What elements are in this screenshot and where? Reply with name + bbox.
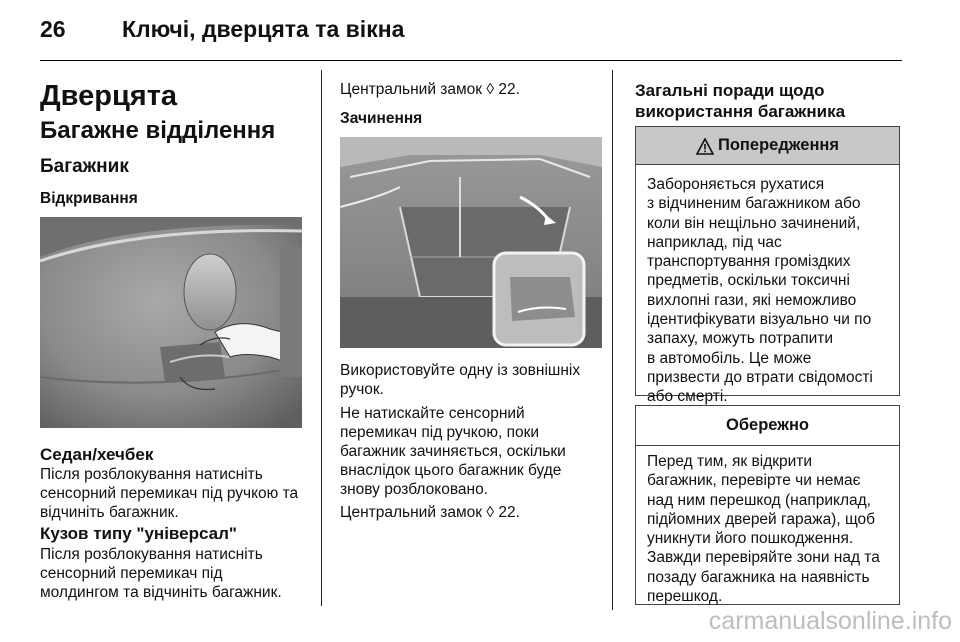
central-lock-ref-1: Центральний замок ◊ 22. <box>340 81 520 98</box>
sedan-line-1: Після розблокування натисніть <box>40 466 263 483</box>
header-rule <box>40 60 902 61</box>
warning-line-9: запаху, можуть потрапити <box>647 330 833 348</box>
warning-line-3: коли він нещільно зачинений, <box>647 214 861 232</box>
warning-line-5: транспортування громіздких <box>647 253 851 271</box>
heading-general-tips-line-1: Загальні поради щодо <box>635 81 825 100</box>
watermark: carmanualsonline.info <box>708 607 952 635</box>
caution-line-3: над ним перешкод (наприклад, <box>647 491 871 509</box>
p2-line-5: знову розблоковано. <box>340 481 488 498</box>
wagon-line-2: сенсорний перемикач під <box>40 565 223 582</box>
caution-line-1: Перед тим, як відкрити <box>647 453 813 470</box>
sedan-line-3: відчиніть багажник. <box>40 504 179 521</box>
warning-line-12: або смерті. <box>647 388 728 406</box>
warning-title: Попередження <box>717 136 840 154</box>
central-lock-ref-2: Центральний замок ◊ 22. <box>340 504 520 521</box>
warning-line-6: предметів, оскільки токсичні <box>647 272 850 290</box>
p2-line-2: перемикач під ручкою, поки <box>340 424 540 441</box>
heading-closing: Зачинення <box>340 110 423 127</box>
caution-body <box>647 452 891 606</box>
p1-line-1: Використовуйте одну із зовнішніх <box>340 362 581 379</box>
p2-line-1: Не натискайте сенсорний <box>340 405 525 422</box>
caution-line-4: підйомних дверей гаража), щоб <box>647 510 876 528</box>
warning-body <box>647 175 891 407</box>
warning-triangle-icon <box>696 138 714 155</box>
caution-line-7: позаду багажника на наявність <box>647 568 870 586</box>
caution-line-5: уникнути його пошкодження. <box>647 530 854 548</box>
caution-line-8: перешкод. <box>647 588 723 606</box>
caution-line-2: багажник, перевірте чи немає <box>647 472 861 490</box>
warning-box <box>635 126 900 406</box>
page-header <box>40 14 920 54</box>
figure-close-tailgate <box>340 137 602 348</box>
caution-header <box>636 406 899 446</box>
heading-wagon: Кузов типу "універсал" <box>40 524 237 543</box>
subsection-title-luggage: Багажне відділення <box>40 117 276 144</box>
subsection-title-tailgate: Багажник <box>40 156 129 177</box>
warning-line-2: з відчиненим багажником або <box>647 195 861 213</box>
caution-line-6: Завжди перевіряйте зони над та <box>647 549 880 567</box>
figure-open-tailgate <box>40 217 302 428</box>
heading-opening: Відкривання <box>40 190 138 207</box>
warning-line-11: призвести до втрати свідомості <box>647 368 873 386</box>
heading-sedan-hatchback: Седан/хечбек <box>40 445 154 464</box>
caution-box <box>635 405 900 605</box>
running-title: Ключі, дверцята та вікна <box>122 16 405 42</box>
wagon-line-3: молдингом та відчиніть багажник. <box>40 584 282 601</box>
warning-line-8: ідентифікувати візуально чи по <box>647 311 872 329</box>
heading-general-tips-line-2: використання багажника <box>635 102 846 121</box>
warning-line-4: наприклад, під час <box>647 233 782 251</box>
page-number: 26 <box>40 16 66 42</box>
warning-line-1: Забороняється рухатися <box>647 176 825 193</box>
p2-line-4: внаслідок цього багажник буде <box>340 462 562 479</box>
wagon-line-1: Після розблокування натисніть <box>40 546 263 563</box>
tailgate-close-illustration <box>340 137 602 348</box>
column-divider-2 <box>612 70 613 610</box>
tailgate-open-illustration <box>40 217 302 428</box>
caution-title: Обережно <box>726 416 809 434</box>
warning-line-7: вихлопні гази, які неможливо <box>647 291 857 309</box>
warning-header <box>636 127 899 165</box>
p2-line-3: багажник зачиняється, оскільки <box>340 443 566 460</box>
warning-line-10: в автомобіль. Це може <box>647 349 812 367</box>
p1-line-2: ручок. <box>340 381 384 398</box>
section-title-doors: Дверцята <box>40 80 178 112</box>
sedan-line-2: сенсорний перемикач під ручкою та <box>40 485 299 502</box>
column-divider-1 <box>321 70 322 606</box>
